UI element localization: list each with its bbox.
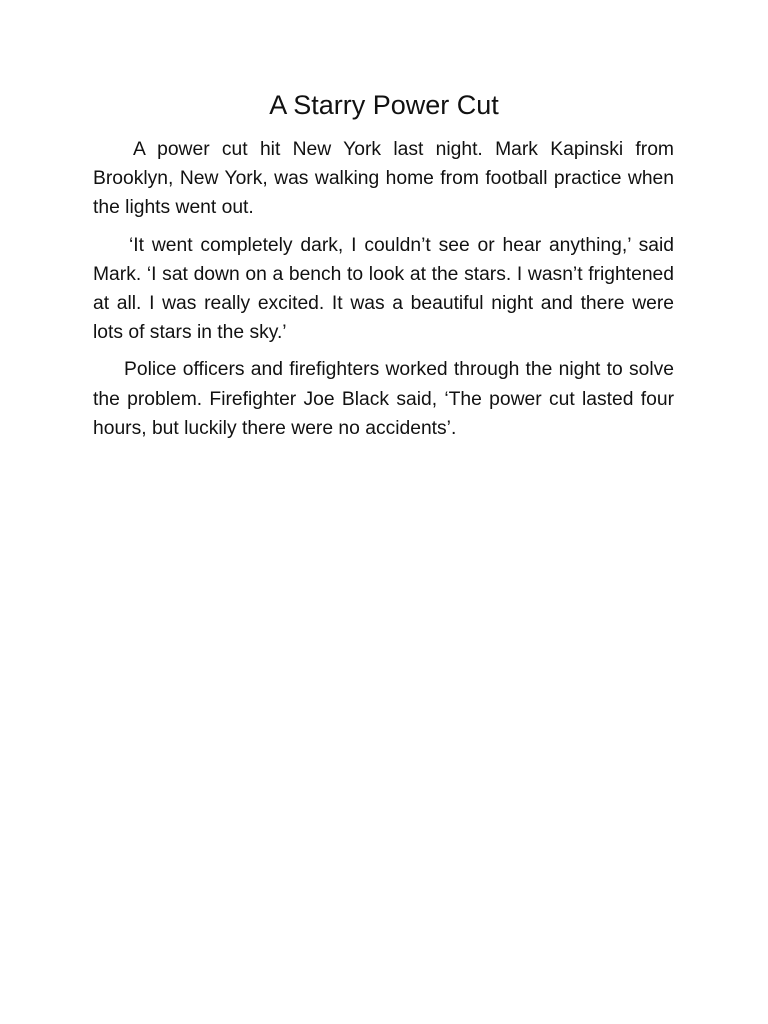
paragraph-power-cut: A power cut hit New York last night. Mark Kapinski from Brooklyn, New York, was walking home from football practice when the lights went out. xyxy=(93,139,674,219)
paragraph-firefighters: Police officers and firefighters worked through the night to solve the problem. Firefighter Joe Black said, ‘The power cut lasted four hours, but luckily there were no accidents’. xyxy=(93,359,674,439)
paragraph-mark-quote: ‘It went completely dark, I couldn’t see or hear anything,’ said Mark. ‘I sat down on a bench to look at the stars. I wasn’t frightened at all. I was really excited. It was a beautiful night and there were lots of stars in the sky.’ xyxy=(93,234,674,344)
article-body xyxy=(93,135,674,451)
document-title: A Starry Power Cut xyxy=(269,90,499,120)
